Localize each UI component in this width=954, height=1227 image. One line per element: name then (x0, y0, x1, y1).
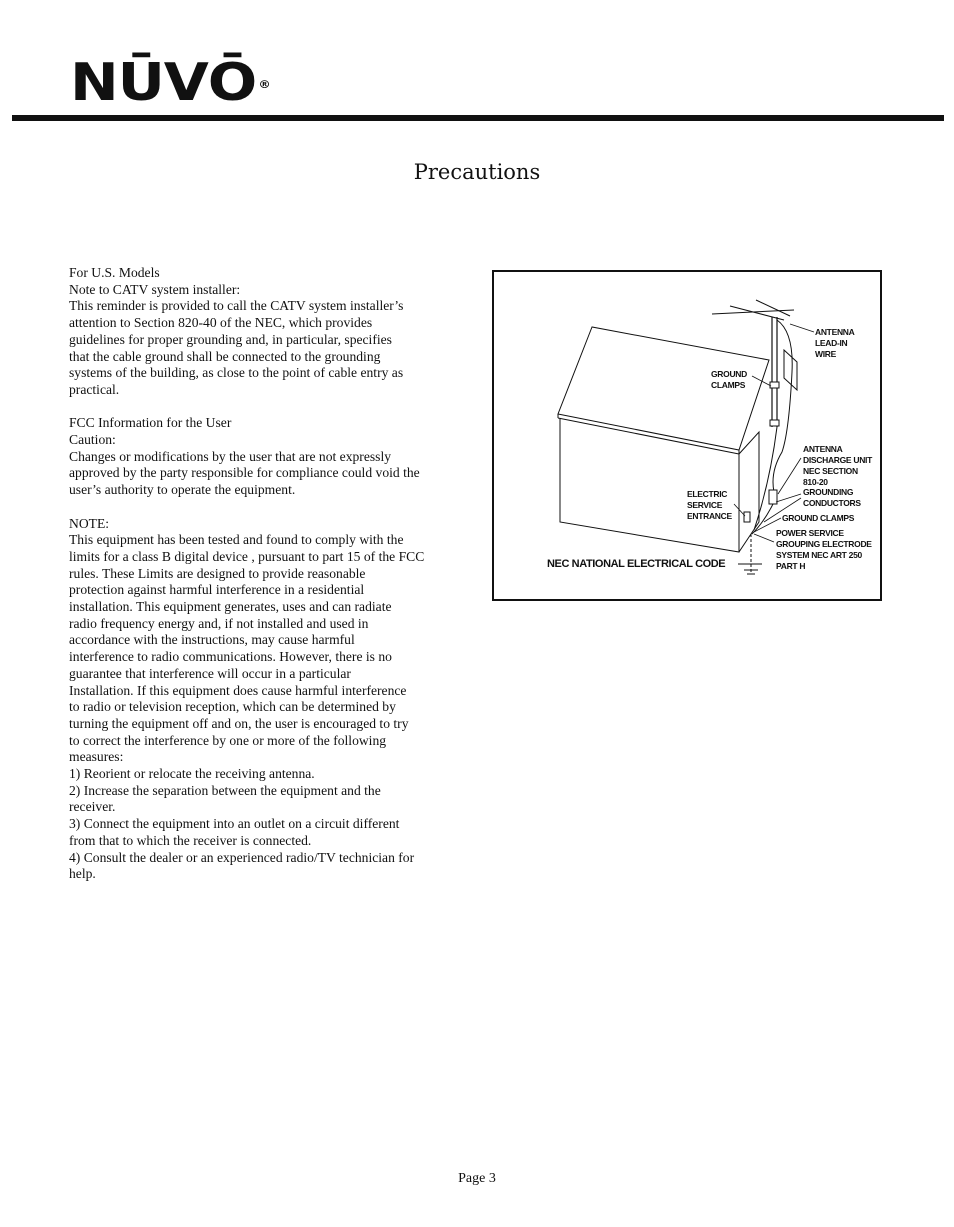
body-line: user’s authority to operate the equipment. (69, 482, 296, 498)
body-line: measures: (69, 749, 124, 765)
label-grounding-conductors-2: CONDUCTORS (803, 498, 861, 508)
diagram-caption: NEC NATIONAL ELECTRICAL CODE (547, 558, 726, 570)
label-ground-clamps-top-1: GROUND (711, 369, 747, 379)
body-line: Installation. If this equipment does cause harmful interference (69, 682, 407, 698)
body-line: Changes or modifications by the user that are not expressly (69, 448, 392, 464)
lead-in-wire (773, 320, 792, 492)
label-antenna-lead-in-2: LEAD-IN (815, 338, 848, 348)
body-line: to correct the interference by one or more of the following (69, 732, 387, 748)
discharge-unit (769, 490, 777, 504)
label-discharge-unit (803, 444, 874, 487)
body-line: This reminder is provided to call the CATV system installer’s (69, 298, 404, 314)
body-line: limits for a class B digital device , pursuant to part 15 of the FCC (69, 548, 425, 564)
label-grounding-conductors (803, 487, 861, 508)
label-power-service-3: SYSTEM NEC ART 250 (776, 550, 862, 560)
label-antenna-lead-in-3: WIRE (815, 349, 836, 359)
label-ground-clamps-top (711, 369, 749, 390)
label-electric-service-3: ENTRANCE (687, 511, 732, 521)
body-line: approved by the party responsible for compliance could void the (69, 465, 420, 481)
body-line: NOTE: (69, 515, 110, 531)
body-line: attention to Section 820-40 of the NEC, which provides (69, 315, 373, 331)
label-antenna-lead-in-1: ANTENNA (815, 327, 855, 337)
label-electric-service (687, 489, 732, 521)
body-line: interference to radio communications. However, there is no (69, 649, 392, 665)
grounding-diagram-svg (494, 272, 884, 603)
label-electric-service-2: SERVICE (687, 500, 723, 510)
page-number: Page 3 (458, 1171, 496, 1186)
label-discharge-unit-4: 810-20 (803, 477, 828, 487)
body-line: For U.S. Models (69, 265, 160, 280)
body-line: 4) Consult the dealer or an experienced radio/TV technician for (69, 849, 415, 865)
label-power-service (776, 528, 874, 571)
label-power-service-2: GROUPING ELECTRODE (776, 539, 872, 549)
header-rule (12, 115, 944, 121)
label-antenna-lead-in (815, 327, 856, 359)
page-title: Precautions (413, 160, 541, 184)
body-line: rules. These Limits are designed to provide reasonable (69, 565, 366, 581)
label-discharge-unit-3: NEC SECTION (803, 466, 858, 476)
label-power-service-4: PART H (776, 561, 806, 571)
body-line: installation. This equipment generates, uses and can radiate (69, 599, 392, 615)
body-line: accordance with the instructions, may cause harmful (69, 632, 355, 648)
label-power-service-1: POWER SERVICE (776, 528, 844, 538)
body-line: Caution: (69, 432, 116, 448)
paragraph-gap (69, 499, 447, 516)
body-line: that the cable ground shall be connected to the grounding (69, 348, 381, 364)
body-line: help. (69, 866, 96, 882)
body-line: turning the equipment off and on, the user is encouraged to try (69, 715, 409, 731)
body-line: guarantee that interference will occur in a particular (69, 665, 351, 681)
body-line: to radio or television reception, which can be determined by (69, 699, 396, 715)
label-electric-service-1: ELECTRIC (687, 489, 728, 499)
body-line: FCC Information for the User (69, 415, 232, 431)
registered-mark: ® (258, 78, 271, 91)
body-line: 1) Reorient or relocate the receiving antenna. (69, 766, 315, 782)
body-line: systems of the building, as close to the point of cable entry as (69, 365, 404, 381)
label-ground-clamps-top-2: CLAMPS (711, 380, 746, 390)
body-line: practical. (69, 381, 120, 397)
body-line: protection against harmful interference in a residential (69, 582, 365, 598)
grounding-diagram (492, 270, 882, 601)
body-line: 3) Connect the equipment into an outlet on a circuit different (69, 816, 400, 832)
body-line: Note to CATV system installer: (69, 281, 241, 297)
body-line: from that to which the receiver is connected. (69, 832, 312, 848)
logo-text: NŪVŌ (70, 53, 257, 113)
body-line: 2) Increase the separation between the equipment and the (69, 782, 381, 798)
body-line: This equipment has been tested and found to comply with the (69, 532, 404, 548)
body-line: radio frequency energy and, if not installed and used in (69, 615, 369, 631)
body-line: guidelines for proper grounding and, in particular, specifies (69, 331, 392, 347)
paragraph-gap (69, 399, 447, 416)
label-discharge-unit-1: ANTENNA (803, 444, 843, 454)
body-line: receiver. (69, 799, 116, 815)
body-text (69, 265, 447, 883)
label-ground-clamps-bottom: GROUND CLAMPS (782, 513, 855, 523)
label-discharge-unit-2: DISCHARGE UNIT (803, 455, 872, 465)
label-grounding-conductors-1: GROUNDING (803, 487, 854, 497)
nuvo-logo (70, 53, 271, 113)
service-entrance (744, 512, 750, 522)
